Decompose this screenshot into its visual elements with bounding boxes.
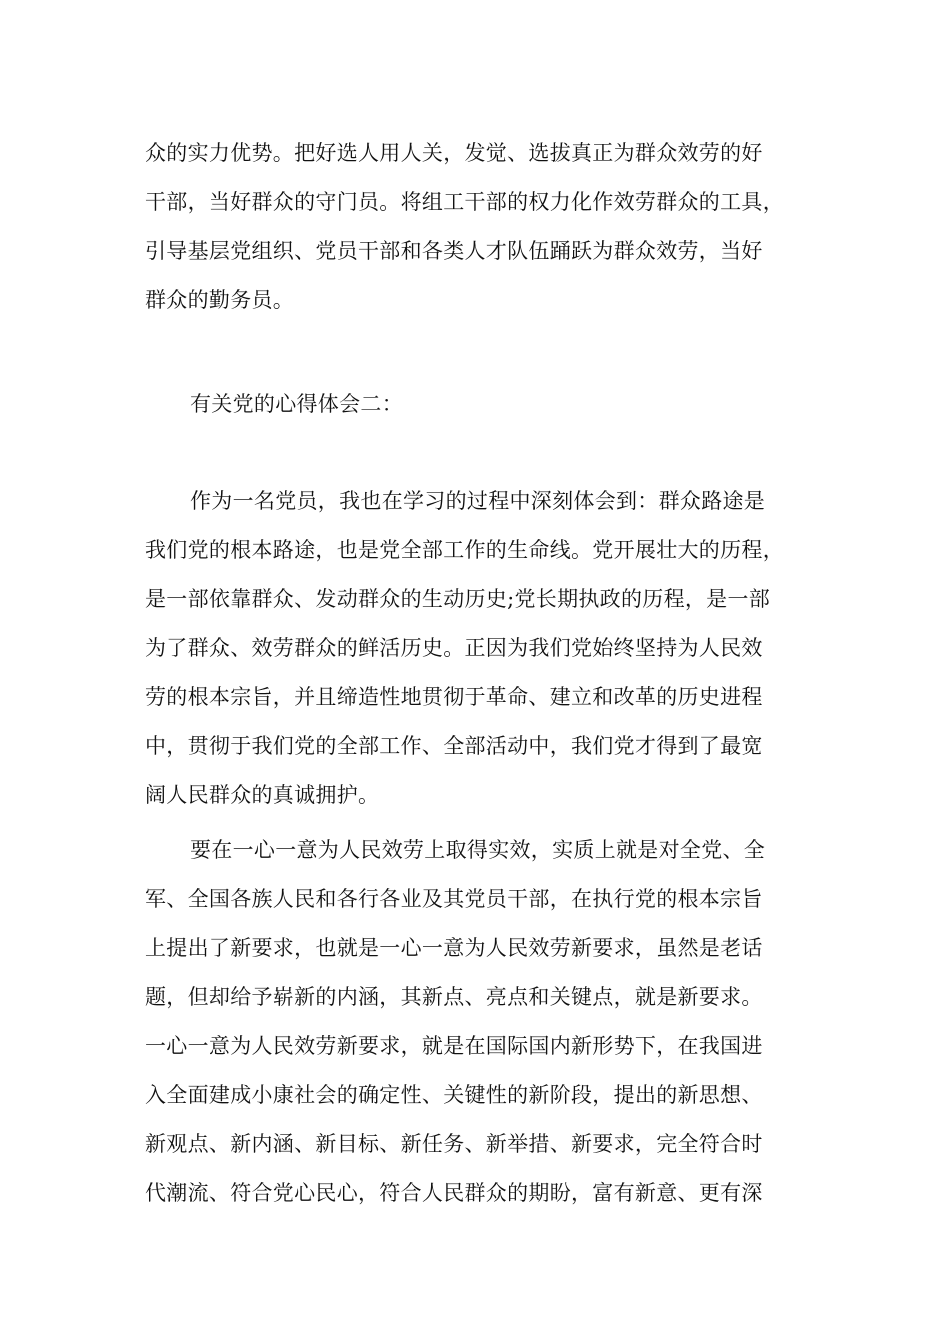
paragraph-line: 引导基层党组织、党员干部和各类人才队伍踊跃为群众效劳，当好: [145, 239, 763, 263]
paragraph-line: 入全面建成小康社会的确定性、关键性的新阶段，提出的新思想、: [145, 1083, 763, 1107]
paragraph-line: 群众的勤务员。: [145, 288, 295, 312]
paragraph-line: 上提出了新要求，也就是一心一意为人民效劳新要求，虽然是老话: [145, 936, 763, 960]
paragraph-line: 阔人民群众的真诚拥护。: [145, 783, 380, 807]
paragraph-line: 军、全国各族人民和各行各业及其党员干部，在执行党的根本宗旨: [145, 887, 763, 911]
paragraph-line: 一心一意为人民效劳新要求，就是在国际国内新形势下，在我国进: [145, 1034, 763, 1058]
paragraph-line: 为了群众、效劳群众的鲜活历史。正因为我们党始终坚持为人民效: [145, 636, 763, 660]
paragraph-line: 代潮流、符合党心民心，符合人民群众的期盼，富有新意、更有深: [145, 1181, 763, 1205]
paragraph-line: 要在一心一意为人民效劳上取得实效，实质上就是对全党、全: [190, 838, 766, 862]
paragraph-line: 劳的根本宗旨，并且缔造性地贯彻于革命、建立和改革的历史进程: [145, 685, 763, 709]
section-heading-block: [145, 380, 813, 429]
paragraph-line: 作为一名党员，我也在学习的过程中深刻体会到：群众路途是: [190, 489, 766, 513]
paragraph-line: 是一部依靠群众、发动群众的生动历史;党长期执政的历程，是一部: [145, 587, 771, 611]
paragraph-line: 新观点、新内涵、新目标、新任务、新举措、新要求，完全符合时: [145, 1132, 763, 1156]
paragraph-line: 干部，当好群众的守门员。将组工干部的权力化作效劳群众的工具，: [145, 190, 784, 214]
paragraph-line: 题，但却给予崭新的内涵，其新点、亮点和关键点，就是新要求。: [145, 985, 763, 1009]
section-heading: 有关党的心得体会二：: [190, 392, 403, 416]
paragraph-new-requirements: [145, 826, 813, 1218]
paragraph-line: 中，贯彻于我们党的全部工作、全部活动中，我们党才得到了最宽: [145, 734, 763, 758]
paragraph-line: 众的实力优势。把好选人用人关，发觉、选拔真正为群众效劳的好: [145, 141, 763, 165]
paragraph-continuation: [145, 129, 813, 325]
paragraph-line: 我们党的根本路途，也是党全部工作的生命线。党开展壮大的历程，: [145, 538, 784, 562]
paragraph-party-member: [145, 477, 813, 820]
